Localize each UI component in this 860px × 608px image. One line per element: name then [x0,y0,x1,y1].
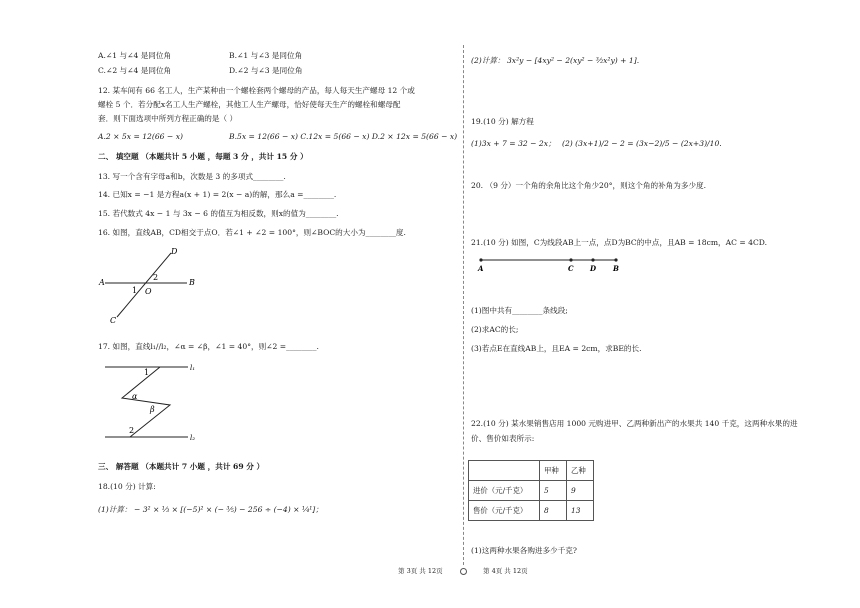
question-21-part-1: (1)图中共有________条线段; [471,306,568,315]
fig16-label-a: A [99,278,105,287]
question-12-line3: 套．则下面选项中所列方程正确的是（ ） [98,114,238,123]
question-20: 20. （9 分）一个角的余角比这个角少20°，则这个角的补角为多少度. [471,181,707,190]
table-row [469,461,594,481]
fig17-label-l2: l₂ [190,434,196,442]
question-22-part-1: (1)这两种水果各购进多少千克? [471,546,577,555]
column-divider [463,45,464,565]
table-cell: 8 [540,501,567,521]
fig16-label-1: 1 [132,286,138,295]
price-table [468,460,594,521]
table-cell: 13 [567,501,594,521]
table-cell [469,461,540,481]
question-18-part-1: (1)计算： − 3² × ¹⁄₃ × [(−5)² × (− ³⁄₅) − 256 ÷ (−4) × ¹⁄₄¹]； [98,505,323,514]
question-12-option-a: A.2 × 5x = 12(66 − x) [98,132,183,141]
figure-21 [476,255,626,275]
question-17: 17. 如图，直线l₁//l₂，∠α = ∠β，∠1 = 40°，则∠2 =________. [98,342,319,351]
fig17-label-l1: l₁ [190,364,196,372]
fig16-label-c: C [110,316,117,325]
question-15: 15. 若代数式 4x − 1 与 3x − 6 的值互为相反数，则x的值为________. [98,209,339,218]
page-number-left: 第 3页 共 12页 [398,567,443,575]
option-d: D.∠2 与∠3 是同位角 [229,66,303,75]
question-19-part-1: (1)3x + 7 = 32 − 2x； [471,139,556,148]
fig17-label-1: 1 [144,368,150,377]
question-14: 14. 已知x = −1 是方程a(x + 1) = 2(x − a)的解，那么a =________. [98,190,337,199]
table-row [469,481,594,501]
fig16-label-b: B [189,278,195,287]
table-cell: 5 [540,481,567,501]
question-19: 19.(10 分) 解方程 [471,117,534,126]
option-c: C.∠2 与∠4 是同位角 [98,66,172,75]
fig21-label-b: B [613,264,619,273]
question-12-line2: 螺栓 5 个．若分配x名工人生产螺栓，其他工人生产螺母，恰好使每天生产的螺栓和螺母配 [98,100,401,109]
question-22-line1: 22.(10 分) 某水果销售店用 1000 元购进甲、乙两种新出产的水果共 140 千克，这两种水果的进 [471,419,798,428]
question-21-part-2: (2)求AC的长; [471,325,519,334]
fig21-label-d: D [590,264,597,273]
fig16-label-d: D [171,247,178,256]
page-number-right: 第 4页 共 12页 [483,567,528,575]
table-cell: 9 [567,481,594,501]
question-12-options-bcd: B.5x = 12(66 − x) C.12x = 5(66 − x) D.2 × 12x = 5(66 − x) [229,132,458,141]
figure-17 [100,360,210,445]
fig21-label-c: C [568,264,574,273]
table-cell: 甲种 [540,461,567,481]
figure-16 [95,245,205,325]
section-3-heading: 三、 解答题 （本题共计 7 小题 ，共计 69 分 ） [98,462,265,471]
question-13: 13. 写一个含有字母a和b，次数是 3 的多项式________. [98,172,286,181]
question-18: 18.(10 分) 计算: [98,482,156,491]
table-row [469,501,594,521]
option-b: B.∠1 与∠3 是同位角 [229,51,303,60]
fig17-label-beta: β [150,405,155,414]
section-2-heading: 二、 填空题 （本题共计 5 小题 ，每题 3 分 ，共计 15 分 ） [98,152,308,161]
fig21-label-a: A [478,264,484,273]
question-19-part-2: (2) (3x+1)/2 − 2 = (3x−2)/5 − (2x+3)/10. [562,139,722,148]
option-a: A.∠1 与∠4 是同位角 [98,51,172,60]
question-22-line2: 价、售价如表所示: [471,434,535,443]
question-12-line1: 12. 某车间有 66 名工人，生产某种由一个螺栓套两个螺母的产品，每人每天生产螺母 12 个或 [98,86,415,95]
question-21-part-3: (3)若点E在直线AB上，且EA = 2cm，求BE的长. [471,344,642,353]
question-16: 16. 如图，直线AB，CD相交于点O．若∠1 + ∠2 = 100°，则∠BOC的大小为________度. [98,228,406,237]
fig16-label-o: O [145,287,152,296]
question-21: 21.(10 分) 如图，C为线段AB上一点，点D为BC的中点，且AB = 18cm，AC = 4CD. [471,238,767,247]
question-18-part-2: (2)计算： 3x²y − [4xy² − 2(xy² − ³⁄₂x²y) + 1]. [471,56,640,65]
table-cell: 进价（元/千克） [469,481,540,501]
table-cell: 乙种 [567,461,594,481]
fig17-label-alpha: α [132,392,138,401]
fig17-label-2: 2 [129,426,135,435]
fig16-label-2: 2 [153,273,159,282]
table-cell: 售价（元/千克） [469,501,540,521]
center-circle [460,568,467,575]
